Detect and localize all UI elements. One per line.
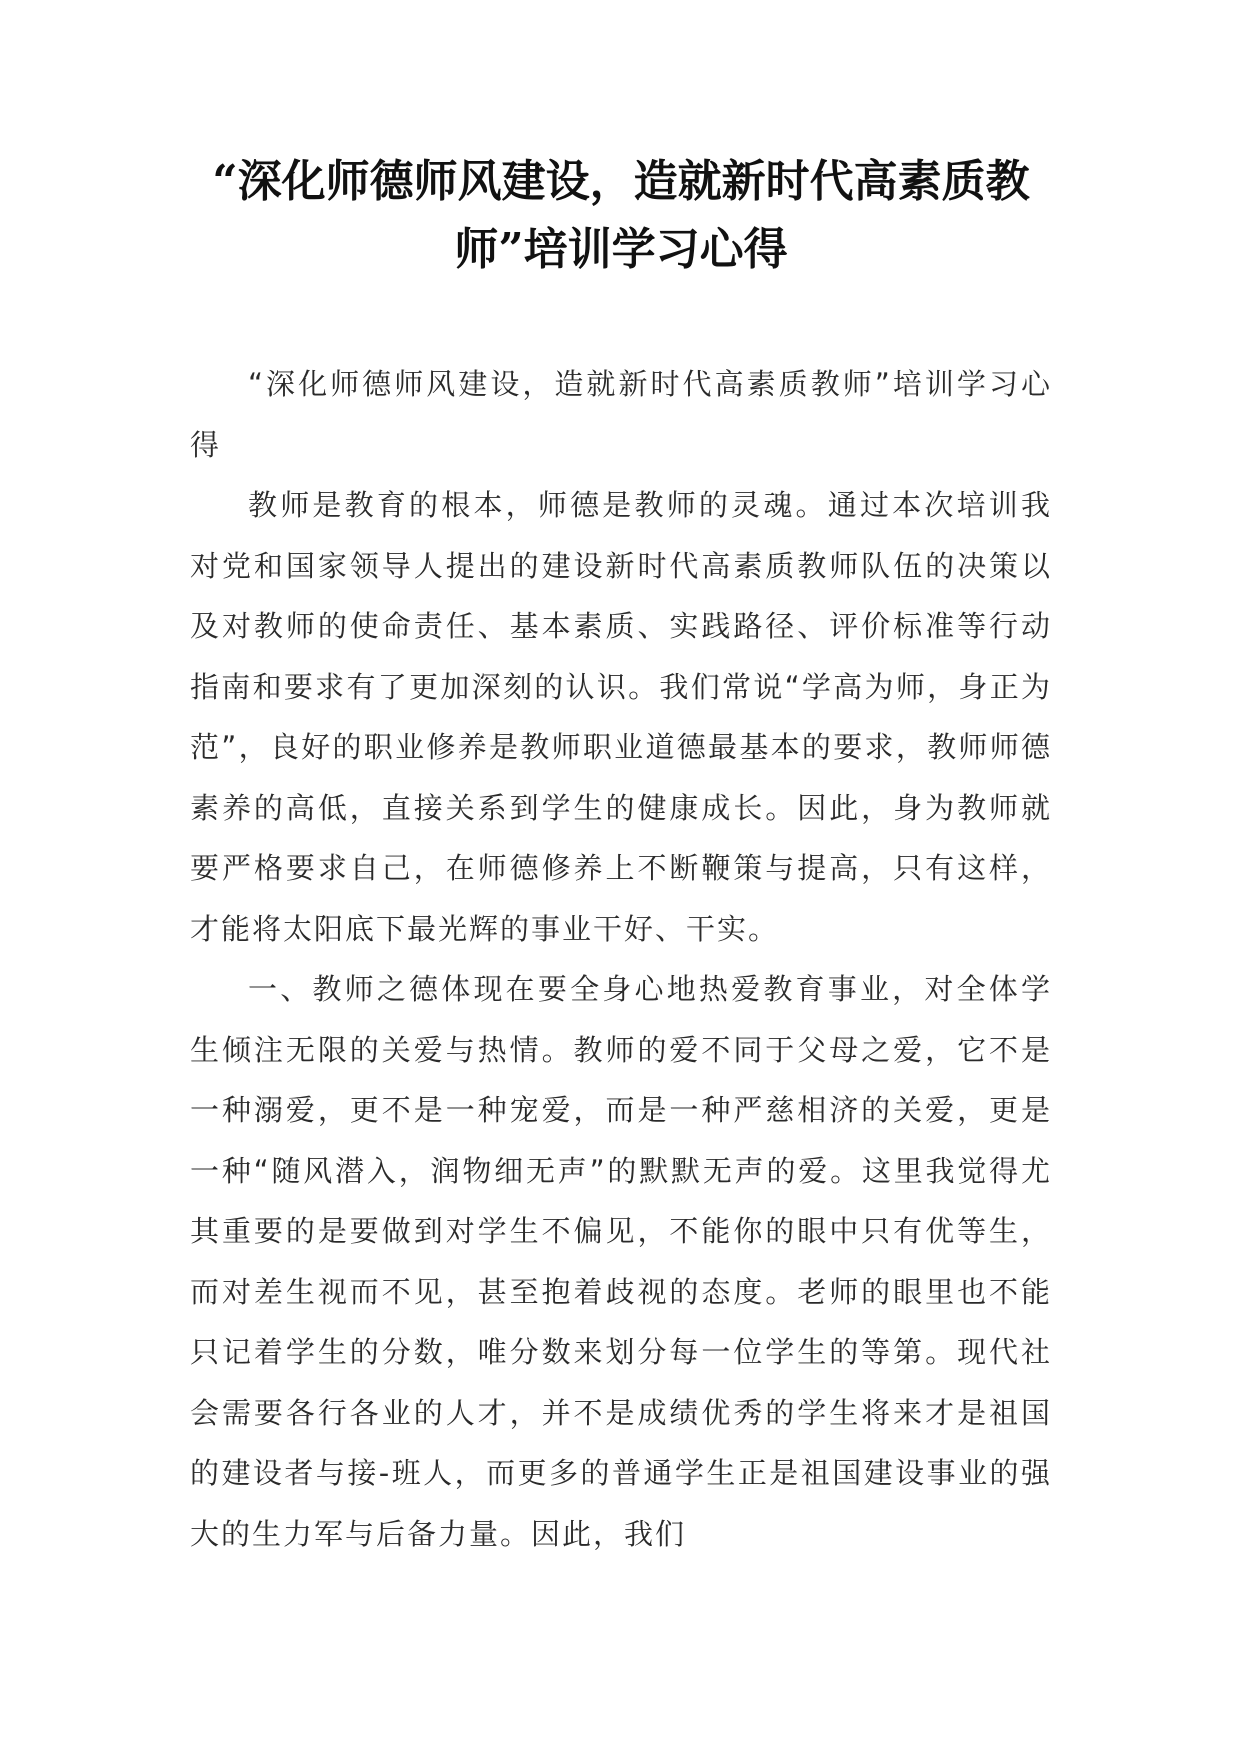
document-body	[190, 354, 1052, 1564]
paragraph-intro: 教师是教育的根本，师德是教师的灵魂。通过本次培训我对党和国家领导人提出的建设新时代高素质教师队伍的决策以及对教师的使命责任、基本素质、实践路径、评价标准等行动指南和要求有了更加深刻的认识。我们常说“学高为师，身正为范”，良好的职业修养是教师职业道德最基本的要求，教师师德素养的高低，直接关系到学生的健康成长。因此，身为教师就要严格要求自己，在师德修养上不断鞭策与提高，只有这样，才能将太阳底下最光辉的事业干好、干实。	[190, 488, 1052, 946]
document-title: “深化师德师风建设，造就新时代高素质教师”培训学习心得	[212, 156, 1030, 275]
paragraph-section-one: 一、教师之德体现在要全身心地热爱教育事业，对全体学生倾注无限的关爱与热情。教师的爱不同于父母之爱，它不是一种溺爱，更不是一种宠爱，而是一种严慈相济的关爱，更是一种“随风潜入，润物细无声”的默默无声的爱。这里我觉得尤其重要的是要做到对学生不偏见，不能你的眼中只有优等生，而对差生视而不见，甚至抱着歧视的态度。老师的眼里也不能只记着学生的分数，唯分数来划分每一位学生的等第。现代社会需要各行各业的人才，并不是成绩优秀的学生将来才是祖国的建设者与接-班人，而更多的普通学生正是祖国建设事业的强大的生力军与后备力量。因此，我们	[190, 972, 1052, 1551]
paragraph-repeated-title: “深化师德师风建设，造就新时代高素质教师”培训学习心得	[190, 367, 1052, 462]
